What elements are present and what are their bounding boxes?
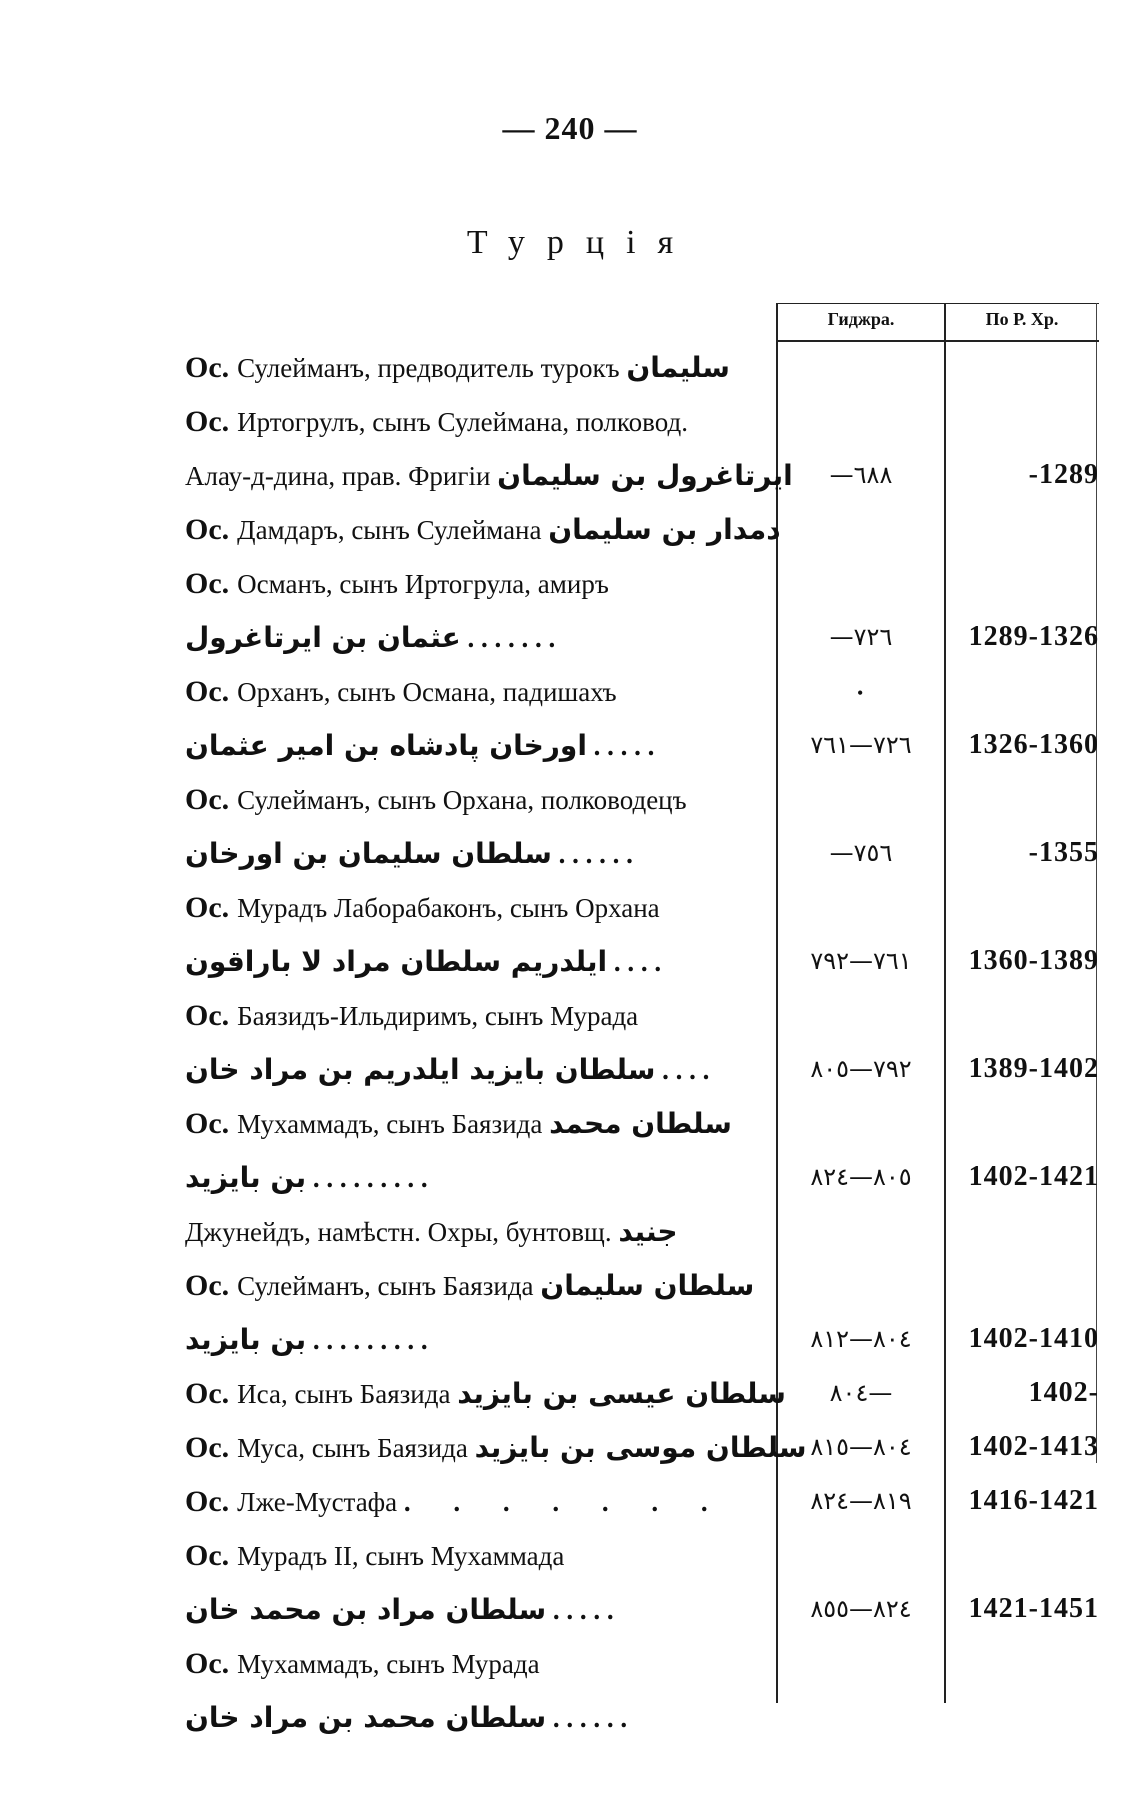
leader-dots: . . . . (607, 947, 662, 977)
list-item (185, 1587, 1115, 1641)
christian-dates: 1402-1413 (968, 1431, 1099, 1462)
entry-name: Дамдаръ, сынъ Сулеймана (237, 515, 549, 545)
hijra-dates: —٧٢٦ (829, 623, 893, 651)
entry-text (185, 351, 730, 385)
list-item (185, 1263, 1115, 1317)
entry-text (185, 837, 633, 870)
entry-text (185, 1161, 428, 1194)
christian-dates: 1402-1421 (968, 1161, 1099, 1192)
list-item (185, 453, 1115, 507)
christian-dates: 1416-1421 (968, 1485, 1099, 1516)
leader-dots: . . . . . . . (403, 1487, 726, 1517)
dynasty-prefix: Ос. (185, 1107, 230, 1140)
arabic-name: سلطان مراد بن محمد خان (185, 1593, 547, 1626)
entry-text (185, 1485, 726, 1519)
christian-dates: 1326-1360 (968, 729, 1099, 760)
arabic-name: بن بايزيد (185, 1323, 307, 1356)
list-item (185, 1047, 1115, 1101)
leader-dots: . . . . (655, 1055, 710, 1085)
hijra-dates: ٨٠٤—٨١٢ (810, 1325, 912, 1353)
hijra-dates: ٨٠٤— (829, 1379, 893, 1407)
hijra-dates: ٨٠٤—٨١٥ (810, 1433, 912, 1461)
hijra-dates: ٧٢٦—٧٦١ (810, 731, 912, 759)
list-item (185, 993, 1115, 1047)
entry-name: Иртогрулъ, сынъ Сулеймана, полковод. (237, 407, 688, 437)
list-item (185, 939, 1115, 993)
list-item (185, 399, 1115, 453)
entry-text (185, 999, 638, 1033)
dynasty-prefix: Ос. (185, 1647, 230, 1680)
leader-dots: . . . . . (546, 1595, 614, 1625)
dynasty-prefix: Ос. (185, 567, 230, 600)
hijra-dates: ٧٦١—٧٩٢ (810, 947, 912, 975)
leader-dots: . . . . . . . . . (306, 1163, 428, 1193)
dynasty-prefix: Ос. (185, 783, 230, 816)
list-item (185, 1641, 1115, 1695)
entry-name: Мухаммадъ, сынъ Баязида (237, 1109, 550, 1139)
list-item (185, 1479, 1115, 1533)
entry-name: Сулейманъ, предводитель турокъ (237, 353, 627, 383)
leader-dots: . . . . . . . (460, 623, 556, 653)
dynasty-prefix: Ос. (185, 675, 230, 708)
list-item (185, 507, 1115, 561)
list-item (185, 561, 1115, 615)
entry-text (185, 1323, 428, 1356)
christian-dates: 1360-1389 (968, 945, 1099, 976)
entry-text (185, 1539, 564, 1573)
list-item (185, 885, 1115, 939)
arabic-name: سلطان محمد (549, 1107, 732, 1140)
arabic-name: سلطان محمد بن مراد خان (185, 1701, 547, 1734)
entry-text (185, 729, 654, 762)
arabic-name: عثمان بن ايرتاغرول (185, 621, 461, 654)
entry-name: Иса, сынъ Баязида (237, 1379, 458, 1409)
entry-text (185, 1647, 540, 1681)
list-item (185, 1533, 1115, 1587)
hijra-dates: —٦٨٨ (829, 461, 893, 489)
list-item (185, 777, 1115, 831)
dynasty-prefix: Ос. (185, 891, 230, 924)
header-hijra: Гиджра. (827, 309, 895, 329)
list-item (185, 669, 1115, 723)
list-item (185, 723, 1115, 777)
entry-name: Мурадъ II, сынъ Мухаммада (237, 1541, 565, 1571)
dynasty-prefix: Ос. (185, 1269, 230, 1302)
entry-name: Мухаммадъ, сынъ Мурада (237, 1649, 540, 1679)
entry-text (185, 621, 555, 654)
list-item (185, 1425, 1115, 1479)
leader-dots: . . . . . . (546, 1703, 628, 1733)
ruler-list (185, 345, 1115, 1749)
list-item (185, 831, 1115, 885)
list-item (185, 1101, 1115, 1155)
dynasty-prefix: Ос. (185, 513, 230, 546)
entry-text (185, 1593, 614, 1626)
christian-dates: 1402- (1028, 1377, 1099, 1408)
arabic-name: بن بايزيد (185, 1161, 307, 1194)
list-item (185, 615, 1115, 669)
header-christian: По Р. Хр. (985, 309, 1059, 329)
christian-dates: 1402-1410 (968, 1323, 1099, 1354)
bullet-mark: • (857, 683, 864, 703)
list-item (185, 1317, 1115, 1371)
arabic-name: دمدار بن سليمان (548, 513, 781, 546)
dynasty-prefix: Ос. (185, 1431, 230, 1464)
list-item (185, 1695, 1115, 1749)
dynasty-prefix: Ос. (185, 405, 230, 438)
entry-name: Муса, сынъ Баязида (237, 1433, 475, 1463)
entry-name: Мурадъ Лаборабаконъ, сынъ Орхана (237, 893, 660, 923)
entry-text (185, 1431, 807, 1465)
leader-dots: . . . . . (586, 731, 655, 761)
arabic-name: سلطان عيسى بن بايزيد (457, 1377, 786, 1410)
entry-text (185, 1701, 627, 1734)
arabic-name: ايرتاغرول بن سليمان (497, 459, 793, 492)
entry-text (185, 945, 661, 978)
entry-name: Джунейдъ, намѣстн. Охры, бунтовщ. (185, 1217, 619, 1247)
table-top-rule (776, 303, 1099, 304)
arabic-name: سلطان بايزيد ايلدريم بن مراد خان (185, 1053, 656, 1086)
entry-text (185, 1215, 678, 1248)
entry-name: Османъ, сынъ Иртогрула, амиръ (237, 569, 609, 599)
christian-dates: -1355 (1028, 837, 1099, 868)
hijra-dates: ٨١٩—٨٢٤ (810, 1487, 912, 1515)
list-item (185, 1155, 1115, 1209)
christian-dates: -1289 (1028, 459, 1099, 490)
entry-text (185, 513, 781, 547)
entry-text (185, 675, 617, 709)
arabic-name: سلطان سليمان بن اورخان (185, 837, 552, 870)
entry-text (185, 567, 609, 601)
dynasty-prefix: Ос. (185, 351, 230, 384)
list-item (185, 345, 1115, 399)
hijra-dates: —٧٥٦ (829, 839, 893, 867)
entry-name: Лже-Мустафа (237, 1487, 404, 1517)
entry-name: Сулейманъ, сынъ Баязида (237, 1271, 541, 1301)
list-item (185, 1209, 1115, 1263)
entry-text (185, 1377, 786, 1411)
entry-name: Баязидъ-Ильдиримъ, сынъ Мурада (237, 1001, 639, 1031)
list-item (185, 1371, 1115, 1425)
dynasty-prefix: Ос. (185, 1485, 230, 1518)
entry-text (185, 405, 688, 439)
hijra-dates: ٨٢٤—٨٥٥ (810, 1595, 912, 1623)
page-number: — 240 — (502, 110, 638, 146)
christian-dates: 1289-1326 (968, 621, 1099, 652)
leader-dots: . . . . . . (551, 839, 633, 869)
leader-dots: . . . . . . . . . (306, 1325, 428, 1355)
arabic-name: سليمان (626, 351, 730, 384)
arabic-name: جنيد (618, 1215, 678, 1248)
entry-name: Сулейманъ, сынъ Орхана, полководецъ (237, 785, 687, 815)
entry-text (185, 783, 687, 817)
arabic-name: اورخان پادشاه بن امير عثمان (185, 729, 587, 762)
entry-text (185, 459, 793, 492)
dynasty-prefix: Ос. (185, 1539, 230, 1572)
entry-text (185, 1269, 754, 1303)
arabic-name: سلطان سليمان (540, 1269, 755, 1302)
entry-text (185, 1053, 709, 1086)
hijra-dates: ٨٠٥—٨٢٤ (810, 1163, 912, 1191)
entry-name: Орханъ, сынъ Османа, падишахъ (237, 677, 617, 707)
dynasty-prefix: Ос. (185, 999, 230, 1032)
arabic-name: ايلدريم سلطان مراد لا باراقون (185, 945, 608, 978)
entry-text (185, 1107, 732, 1141)
entry-name: Алау-д-дина, прав. Фригіи (185, 461, 498, 491)
header-underline (776, 340, 1099, 342)
christian-dates: 1421-1451 (968, 1593, 1099, 1624)
entry-text (185, 891, 660, 925)
page-title: Турція (466, 224, 696, 261)
hijra-dates: ٧٩٢—٨٠٥ (810, 1055, 912, 1083)
christian-dates: 1389-1402 (968, 1053, 1099, 1084)
dynasty-prefix: Ос. (185, 1377, 230, 1410)
arabic-name: سلطان موسى بن بايزيد (474, 1431, 807, 1464)
